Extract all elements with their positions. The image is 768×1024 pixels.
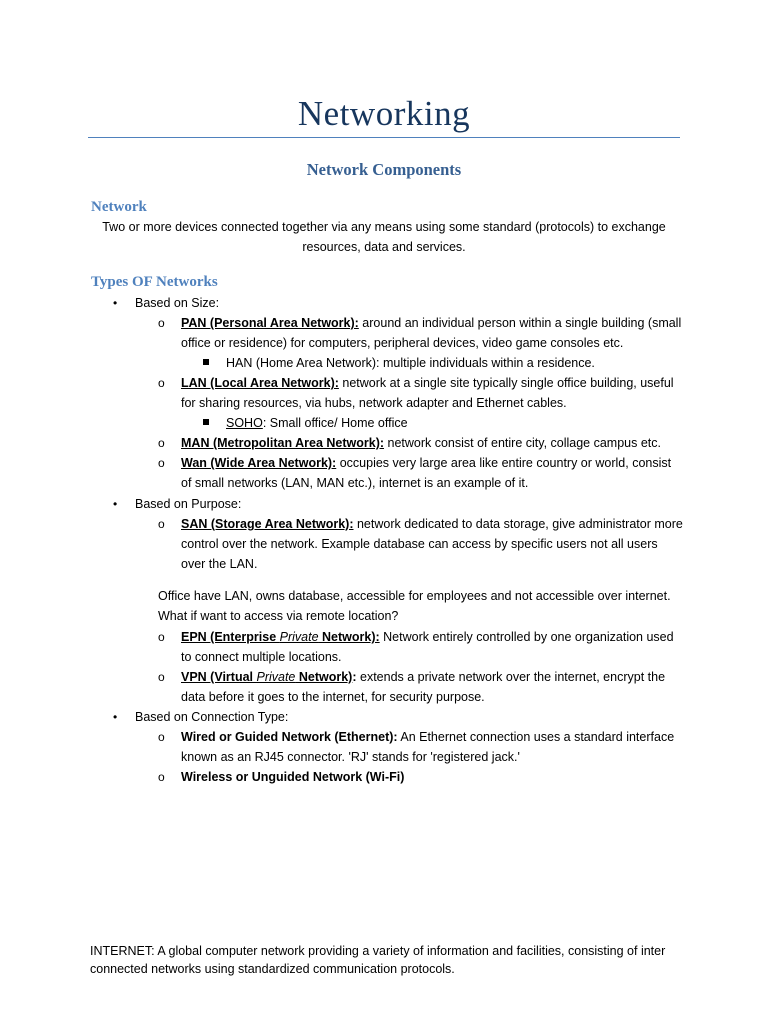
circle-marker: o bbox=[158, 376, 165, 390]
bullet-marker: • bbox=[113, 710, 118, 724]
soho-description: : Small office/ Home office bbox=[262, 416, 408, 430]
soho-term: SOHO bbox=[226, 416, 263, 430]
vpn-term-italic: Private bbox=[256, 670, 296, 684]
lan-description: network at a single site typically single office building, useful for sharing resources, via hubs, network adapter and Ethernet cables. bbox=[181, 376, 674, 410]
circle-marker: o bbox=[158, 730, 165, 744]
circle-marker: o bbox=[158, 630, 165, 644]
pan-description: around an individual person within a single building (small office or residence) for computers, peripheral devices, video game consoles etc. bbox=[181, 316, 682, 350]
list-item-wireless bbox=[158, 767, 683, 787]
circle-marker: o bbox=[158, 517, 165, 531]
wan-description: occupies very large area like entire country or world, consist of small networks (LAN, MAN etc.), internet is an example of it. bbox=[181, 456, 672, 490]
circle-marker: o bbox=[158, 436, 165, 450]
title-rule bbox=[88, 137, 680, 138]
list-item-label: Based on Connection Type: bbox=[135, 710, 289, 724]
han-text: HAN (Home Area Network): multiple individuals within a residence. bbox=[226, 356, 595, 370]
san-term: SAN (Storage Area Network): bbox=[181, 517, 354, 531]
bullet-marker: • bbox=[113, 296, 118, 310]
wired-description: An Ethernet connection uses a standard interface known as an RJ45 connector. 'RJ' stands for 'registered jack.' bbox=[181, 730, 675, 764]
internet-definition: INTERNET: A global computer network providing a variety of information and facilities, consisting of inter connected networks using standardized communication protocols. bbox=[90, 944, 666, 976]
list-item-label: Based on Purpose: bbox=[135, 497, 242, 511]
square-marker bbox=[203, 419, 209, 425]
bullet-marker: • bbox=[113, 497, 118, 511]
lan-term: LAN (Local Area Network): bbox=[181, 376, 339, 390]
man-term: MAN (Metropolitan Area Network): bbox=[181, 436, 385, 450]
wireless-term: Wireless or Unguided Network (Wi-Fi) bbox=[181, 770, 405, 784]
vpn-term-a: VPN (Virtual bbox=[181, 670, 257, 684]
types-heading: Types OF Networks bbox=[91, 274, 218, 290]
wan-term: Wan (Wide Area Network): bbox=[181, 456, 337, 470]
square-marker bbox=[203, 359, 209, 365]
list-item-label: Based on Size: bbox=[135, 296, 220, 310]
epn-term-italic: Private bbox=[279, 630, 319, 644]
circle-marker: o bbox=[158, 316, 165, 330]
vpn-description: extends a private network over the internet, encrypt the data before it goes to the internet, for security purpose. bbox=[181, 670, 666, 704]
list-item-man bbox=[158, 433, 683, 453]
circle-marker: o bbox=[158, 456, 165, 470]
list-item-han bbox=[203, 353, 595, 373]
circle-marker: o bbox=[158, 770, 165, 784]
circle-marker: o bbox=[158, 670, 165, 684]
list-item-lan bbox=[158, 373, 683, 413]
page-subtitle: Network Components bbox=[306, 160, 462, 179]
vpn-term-b: Network) bbox=[295, 670, 353, 684]
epn-description: Network entirely controlled by one organization used to connect multiple locations. bbox=[181, 630, 674, 664]
san-description: network dedicated to data storage, give administrator more control over the network. Example database can access by specific users not all users over the LAN. bbox=[181, 517, 683, 571]
list-item-soho bbox=[203, 413, 408, 433]
list-item-pan bbox=[158, 313, 683, 353]
network-definition: Two or more devices connected together via any means using some standard (protocols) to exchange resources, data and services. bbox=[102, 220, 666, 254]
list-item-epn bbox=[158, 627, 683, 667]
office-paragraph: Office have LAN, owns database, accessible for employees and not accessible over internet. What if want to access via remote location? bbox=[158, 589, 671, 623]
list-item-wan bbox=[158, 453, 683, 493]
list-item-san bbox=[158, 514, 683, 574]
list-item-vpn bbox=[158, 667, 683, 707]
network-heading: Network bbox=[91, 199, 147, 215]
list-item-wired bbox=[158, 727, 683, 767]
epn-term-b: Network): bbox=[318, 630, 380, 644]
man-description: network consist of entire city, collage campus etc. bbox=[384, 436, 661, 450]
pan-term: PAN (Personal Area Network): bbox=[181, 316, 359, 330]
vpn-term-colon: : bbox=[352, 670, 357, 684]
wired-term: Wired or Guided Network (Ethernet): bbox=[181, 730, 398, 744]
epn-term-a: EPN (Enterprise bbox=[181, 630, 280, 644]
page-title: Networking bbox=[297, 94, 471, 133]
